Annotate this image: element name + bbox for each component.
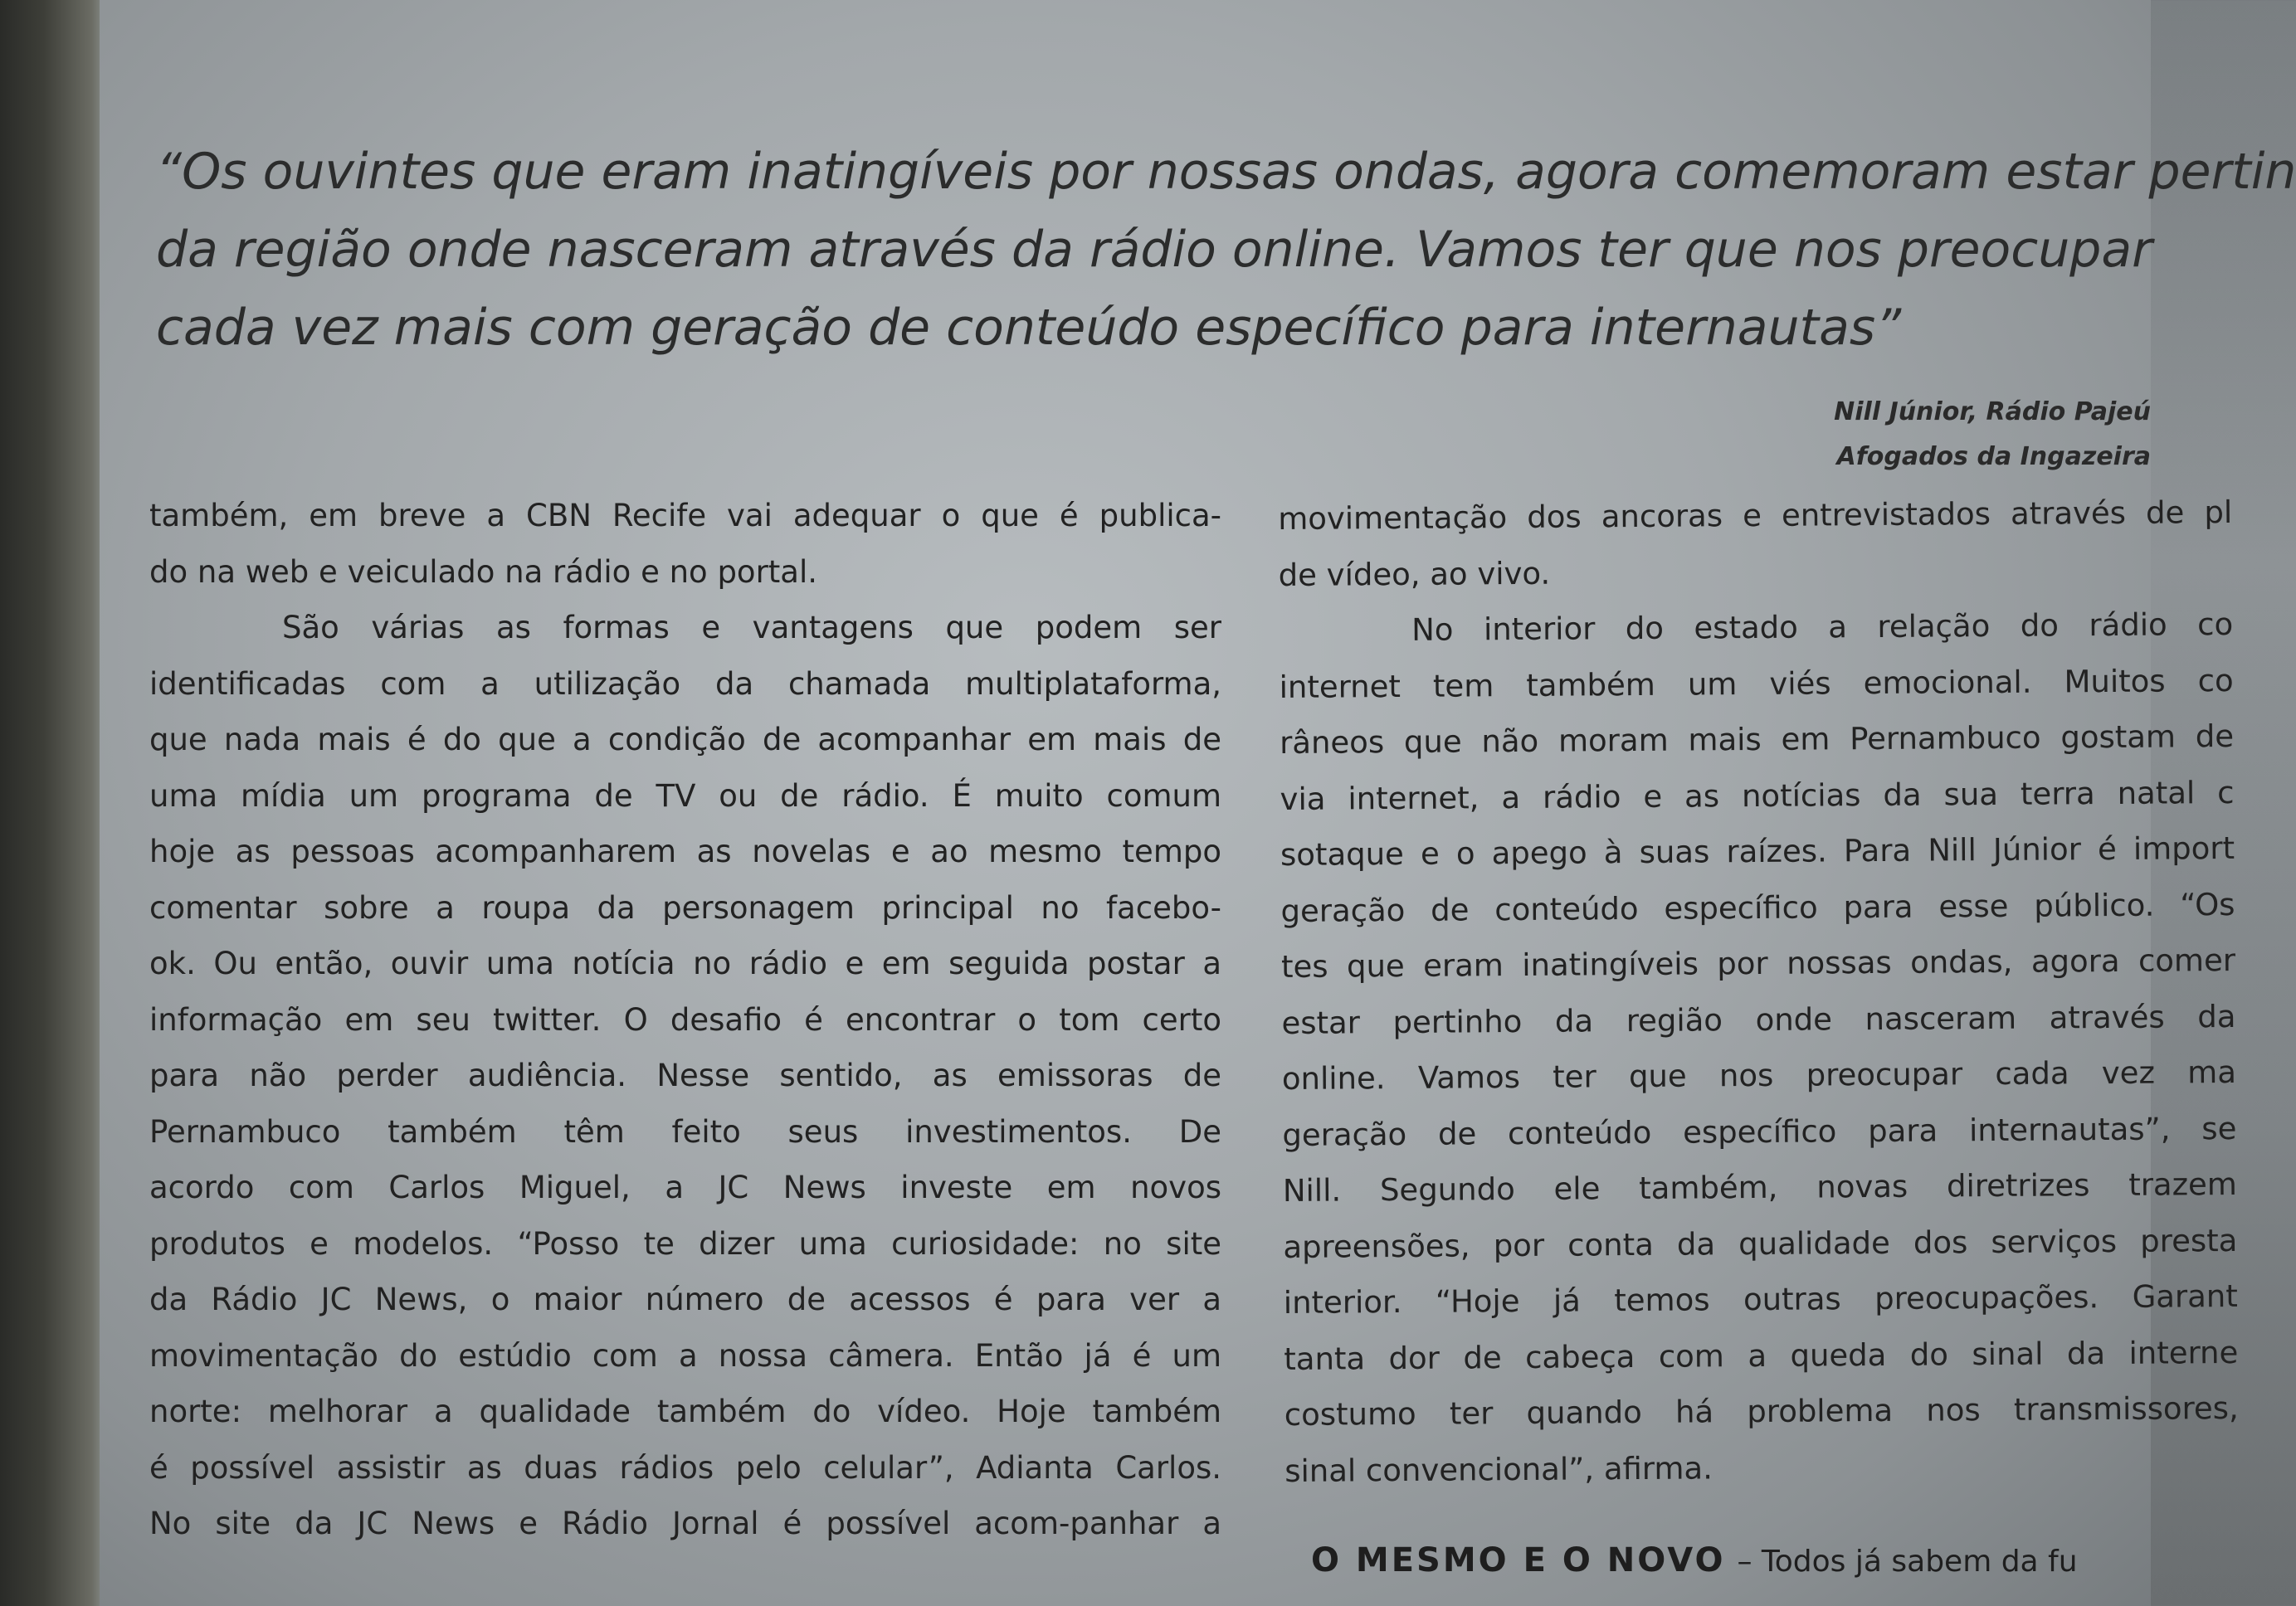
body-line: norte: melhorar a qualidade também do vídeo. Hoje também	[149, 1394, 1221, 1429]
body-line: internet tem também um viés emocional. Muitos co	[1279, 662, 2234, 705]
magazine-binding-edge	[0, 0, 108, 1606]
body-line: via internet, a rádio e as notícias da sua terra natal c	[1280, 774, 2235, 817]
body-line: também, em breve a CBN Recife vai adequar o que é publica-	[149, 498, 1221, 533]
body-line: Pernambuco também têm feito seus investimentos. De	[149, 1113, 1221, 1150]
magazine-page	[100, 0, 2296, 1606]
pull-quote-line: da região onde nasceram através da rádio online. Vamos ter que nos preocupar	[156, 221, 2152, 279]
body-line: No site da JC News e Rádio Jornal é possível acom-panhar a	[149, 1506, 1221, 1541]
body-line: produtos e modelos. “Posso te dizer uma curiosidade: no site	[149, 1225, 1221, 1262]
body-line: interior. “Hoje já temos outras preocupações. Garant	[1283, 1278, 2238, 1321]
body-line: identificadas com a utilização da chamada multiplataforma,	[149, 665, 1221, 702]
body-line: movimentação dos ancoras e entrevistados através de pl	[1278, 494, 2233, 537]
body-line: Nill. Segundo ele também, novas diretrizes trazem	[1282, 1166, 2238, 1209]
left-text-column	[149, 488, 1221, 1552]
body-line: comentar sobre a roupa da personagem principal no facebo-	[149, 889, 1221, 926]
body-line: informação em seu twitter. O desafio é encontrar o tom certo	[149, 1001, 1221, 1038]
body-line: ok. Ou então, ouvir uma notícia no rádio e em seguida postar a	[149, 946, 1221, 981]
pull-quote-line: “Os ouvintes que eram inatingíveis por nossas ondas, agora comemoram estar pertin	[156, 143, 2296, 201]
body-line: geração de conteúdo específico para esse público. “Os	[1280, 886, 2235, 929]
body-line: acordo com Carlos Miguel, a JC News investe em novos	[149, 1170, 1221, 1205]
body-line: sotaque e o apego à suas raízes. Para Nill Júnior é import	[1280, 830, 2235, 873]
credit-name: Nill Júnior, Rádio Pajeú	[1834, 397, 2151, 426]
body-line: râneos que não moram mais em Pernambuco gostam de	[1279, 718, 2235, 761]
body-line: que nada mais é do que a condição de acompanhar em mais de	[149, 722, 1221, 757]
body-line: geração de conteúdo específico para internautas”, se	[1282, 1110, 2237, 1153]
body-line: uma mídia um programa de TV ou de rádio. É muito comum	[149, 777, 1221, 814]
body-line: tes que eram inatingíveis por nossas ondas, agora comer	[1280, 942, 2236, 985]
body-line: sinal convencional”, afirma.	[1284, 1449, 1713, 1489]
body-line: de vídeo, ao vivo.	[1278, 555, 1551, 593]
section-heading	[1311, 1541, 2078, 1579]
body-line: apreensões, por conta da qualidade dos serviços presta	[1283, 1222, 2238, 1265]
body-line: é possível assistir as duas rádios pelo celular”, Adianta Carlos.	[149, 1449, 1221, 1486]
body-line: tanta dor de cabeça com a queda do sinal da interne	[1284, 1334, 2239, 1377]
body-line: do na web e veiculado na rádio e no portal.	[149, 553, 818, 590]
body-line: da Rádio JC News, o maior número de acessos é para ver a	[149, 1282, 1221, 1317]
section-heading-title: O MESMO E O NOVO	[1311, 1541, 1726, 1579]
pull-quote	[156, 133, 2296, 367]
body-line: hoje as pessoas acompanharem as novelas e ao mesmo tempo	[149, 834, 1221, 869]
body-line: No interior do estado a relação do rádio co	[1411, 606, 2234, 648]
body-line: costumo ter quando há problema nos transmissores,	[1284, 1389, 2239, 1433]
body-line: para não perder audiência. Nesse sentido, as emissoras de	[149, 1058, 1221, 1093]
pull-quote-line: cada vez mais com geração de conteúdo específico para internautas”	[156, 299, 1902, 357]
body-line: estar pertinho da região onde nasceram através da	[1281, 998, 2236, 1041]
credit-location: Afogados da Ingazeira	[1836, 442, 2151, 471]
body-line: movimentação do estúdio com a nossa câmera. Então já é um	[149, 1337, 1221, 1374]
pull-quote-credit	[1834, 390, 2151, 479]
right-text-column	[1278, 484, 2239, 1499]
body-line: São várias as formas e vantagens que podem ser	[282, 610, 1221, 645]
section-heading-continuation: – Todos já sabem da fu	[1737, 1545, 2078, 1579]
body-line: online. Vamos ter que nos preocupar cada vez ma	[1281, 1054, 2237, 1097]
